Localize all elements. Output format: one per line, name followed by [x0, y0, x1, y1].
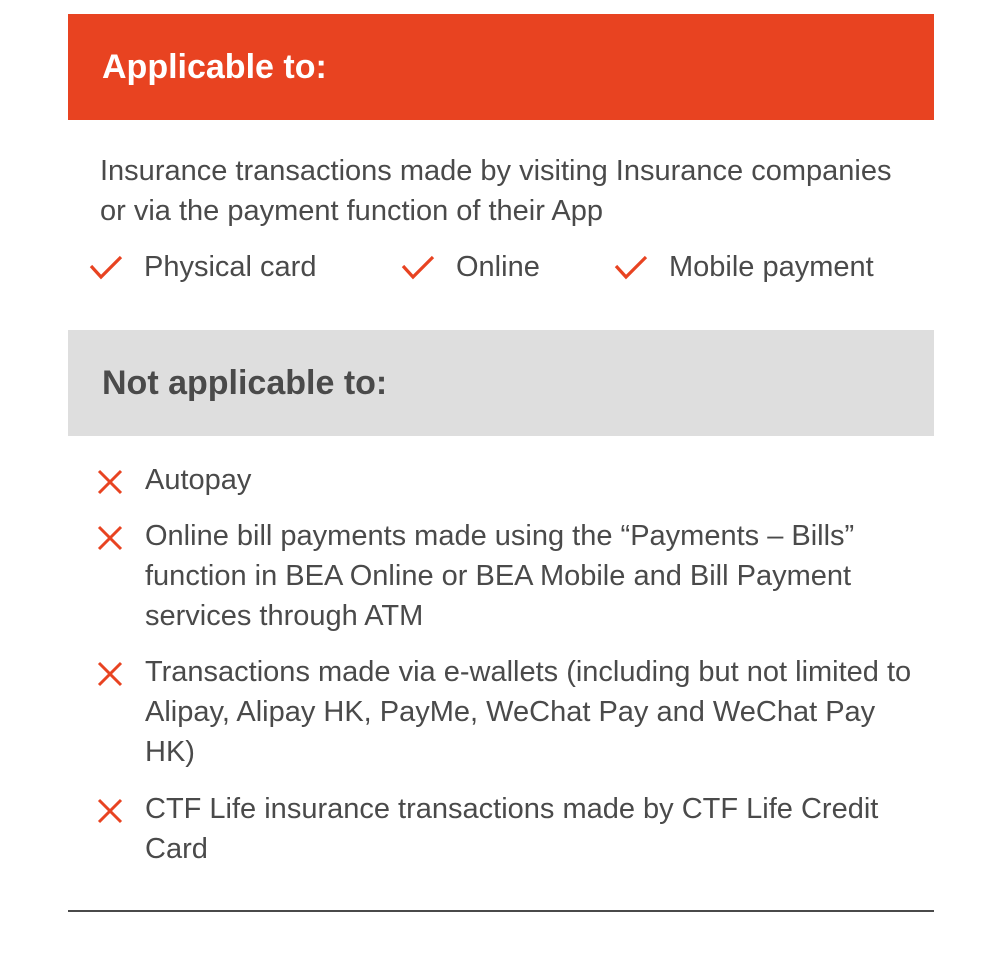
applicable-heading: Applicable to:: [102, 47, 327, 86]
not-applicable-heading-banner: [68, 330, 934, 436]
cross-icon: [96, 468, 124, 496]
applicable-heading-banner: [68, 14, 934, 120]
exclusion-text: Online bill payments made using the “Payments – Bills” function in BEA Online or BEA Mobile and Bill Payment services through ATM: [145, 520, 855, 632]
channel-label: Physical card: [144, 250, 317, 283]
exclusion-text: CTF Life insurance transactions made by CTF Life Credit Card: [145, 793, 879, 865]
cross-icon: [96, 797, 124, 825]
checkmark-icon: [400, 253, 436, 281]
channel-mobile-payment: [613, 247, 874, 287]
exclusion-text: Autopay: [145, 464, 252, 496]
checkmark-icon: [88, 253, 124, 281]
applicable-description: Insurance transactions made by visiting Insurance companies or via the payment function of their App: [100, 155, 892, 227]
cross-icon: [96, 524, 124, 552]
channel-label: Mobile payment: [669, 250, 874, 283]
exclusion-item: [96, 789, 926, 869]
exclusion-item: [96, 516, 926, 636]
exclusion-text: Transactions made via e-wallets (including but not limited to Alipay, Alipay HK, PayMe, WeChat Pay and WeChat Pay HK): [145, 656, 912, 768]
checkmark-icon: [613, 253, 649, 281]
channel-physical-card: [88, 247, 316, 287]
cross-icon: [96, 660, 124, 688]
channel-label: Online: [456, 250, 540, 283]
exclusion-item: [96, 460, 926, 500]
bottom-divider: [68, 910, 934, 912]
exclusion-item: [96, 652, 926, 772]
channel-online: [400, 247, 540, 287]
not-applicable-heading: Not applicable to:: [102, 363, 388, 402]
